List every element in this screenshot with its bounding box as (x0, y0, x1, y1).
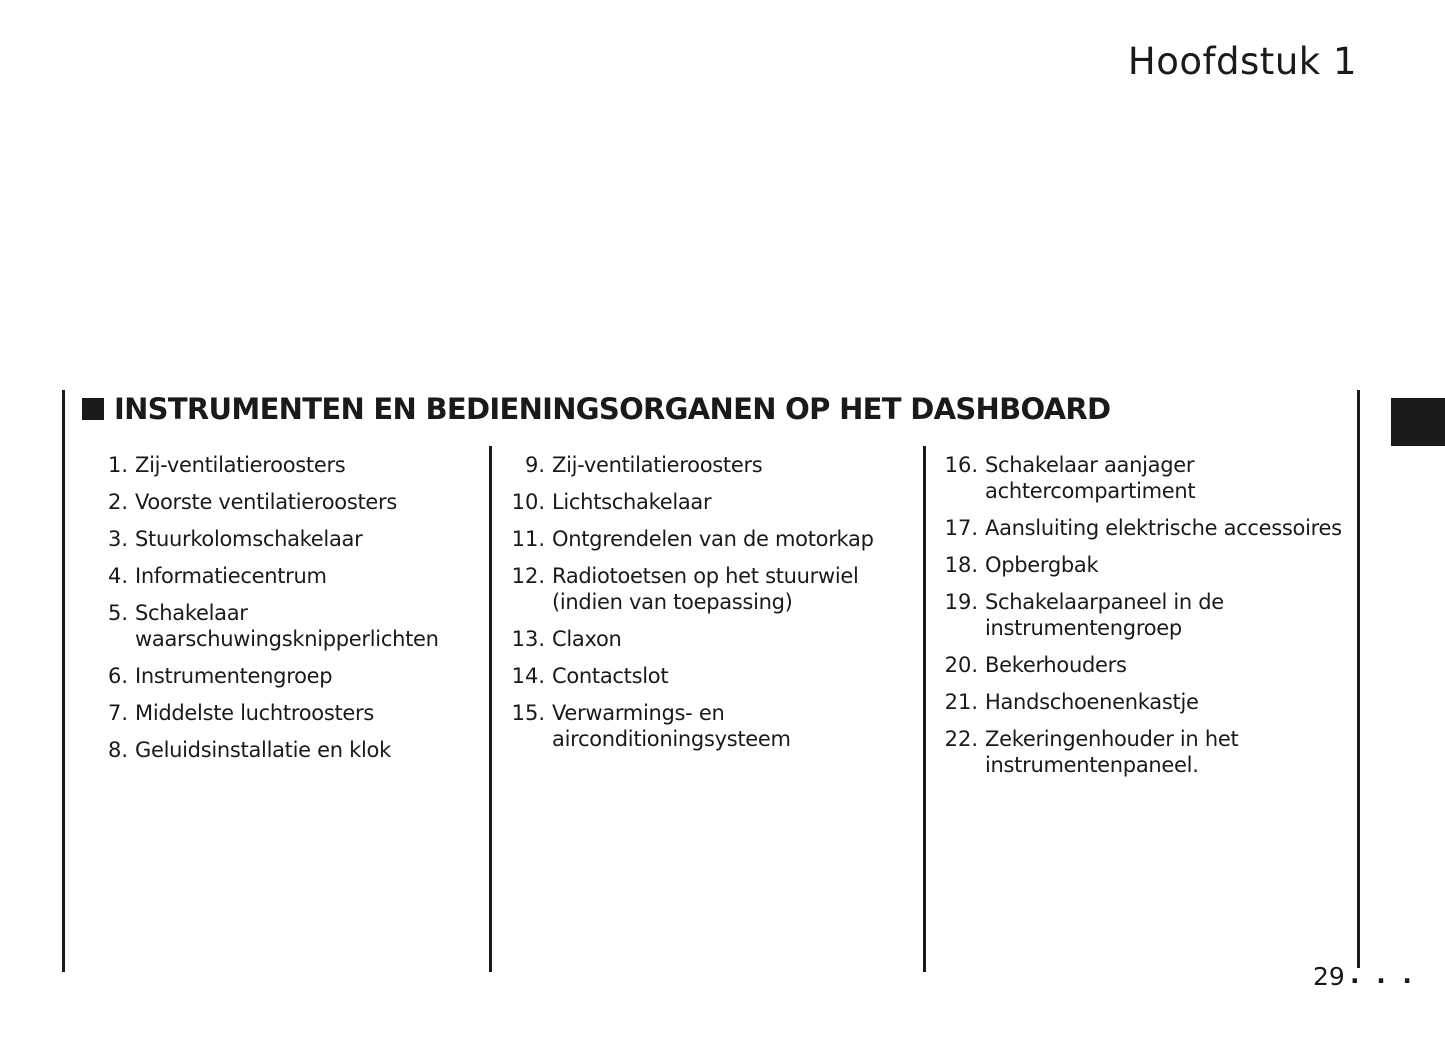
item-column-2 (505, 452, 874, 763)
list-item (505, 563, 874, 615)
list-item (938, 652, 1342, 678)
item-text: Stuurkolomschakelaar (135, 527, 363, 551)
continuation-marker: . . . (1350, 960, 1416, 989)
item-number: 2. (107, 490, 128, 514)
item-column-1 (94, 452, 439, 774)
right-rule (1357, 390, 1360, 968)
item-text: Verwarmings- en airconditioningsysteem (552, 701, 791, 751)
list-item (938, 452, 1342, 504)
column-divider-2 (923, 446, 926, 972)
item-number: 16. (944, 453, 978, 477)
list-item (938, 515, 1342, 541)
chapter-thumb-tab (1391, 398, 1445, 446)
item-text: Schakelaarpaneel in de instrumentengroep (985, 590, 1224, 640)
list-item (505, 663, 874, 689)
item-number: 18. (944, 553, 978, 577)
item-text: Zij-ventilatieroosters (552, 453, 763, 477)
item-number: 14. (511, 664, 545, 688)
item-number: 13. (511, 627, 545, 651)
item-number: 15. (511, 701, 545, 725)
item-text: Contactslot (552, 664, 669, 688)
list-item (94, 737, 439, 763)
item-number: 1. (107, 453, 128, 477)
list-item (938, 589, 1342, 641)
item-text: Instrumentengroep (135, 664, 333, 688)
item-number: 12. (511, 564, 545, 588)
item-number: 20. (944, 653, 978, 677)
item-text: Informatiecentrum (135, 564, 327, 588)
item-text: Geluidsinstallatie en klok (135, 738, 391, 762)
item-text: Aansluiting elektrische accessoires (985, 516, 1342, 540)
list-item (505, 452, 874, 478)
item-number: 19. (944, 590, 978, 614)
page-number: 29 (1313, 962, 1345, 991)
item-number: 22. (944, 727, 978, 751)
list-item (505, 526, 874, 552)
item-text: Voorste ventilatieroosters (135, 490, 397, 514)
list-item (938, 726, 1342, 778)
item-text: Lichtschakelaar (552, 490, 712, 514)
item-number: 6. (107, 664, 128, 688)
list-item (94, 700, 439, 726)
list-item (94, 663, 439, 689)
list-item (938, 552, 1342, 578)
item-number: 8. (107, 738, 128, 762)
item-number: 17. (944, 516, 978, 540)
item-text: Claxon (552, 627, 622, 651)
list-item (94, 489, 439, 515)
item-text: Zij-ventilatieroosters (135, 453, 346, 477)
item-text: Zekeringenhouder in het instrumentenpaneel. (985, 727, 1239, 777)
list-item (505, 626, 874, 652)
item-text: Schakelaar waarschuwingsknipperlichten (135, 601, 439, 651)
list-item (505, 489, 874, 515)
item-number: 10. (511, 490, 545, 514)
list-item (94, 526, 439, 552)
item-number: 4. (107, 564, 128, 588)
item-text: Handschoenenkastje (985, 690, 1199, 714)
square-bullet-icon (82, 398, 104, 420)
section-heading-text: INSTRUMENTEN EN BEDIENINGSORGANEN OP HET DASHBOARD (114, 392, 1111, 426)
list-item (94, 600, 439, 652)
item-number: 5. (107, 601, 128, 625)
list-item (938, 689, 1342, 715)
item-number: 9. (524, 453, 545, 477)
item-column-3 (938, 452, 1342, 789)
item-number: 7. (107, 701, 128, 725)
chapter-title: Hoofdstuk 1 (1127, 40, 1357, 83)
item-text: Middelste luchtroosters (135, 701, 375, 725)
item-text: Bekerhouders (985, 653, 1127, 677)
item-text: Schakelaar aanjager achtercompartiment (985, 453, 1196, 503)
item-number: 21. (944, 690, 978, 714)
section-heading (82, 392, 1110, 426)
item-number: 3. (107, 527, 128, 551)
list-item (94, 563, 439, 589)
left-rule (62, 390, 65, 972)
list-item (94, 452, 439, 478)
item-number: 11. (511, 527, 545, 551)
item-text: Radiotoetsen op het stuurwiel (indien van toepassing) (552, 564, 859, 614)
item-text: Ontgrendelen van de motorkap (552, 527, 874, 551)
list-item (505, 700, 874, 752)
column-divider-1 (489, 446, 492, 972)
item-text: Opbergbak (985, 553, 1099, 577)
